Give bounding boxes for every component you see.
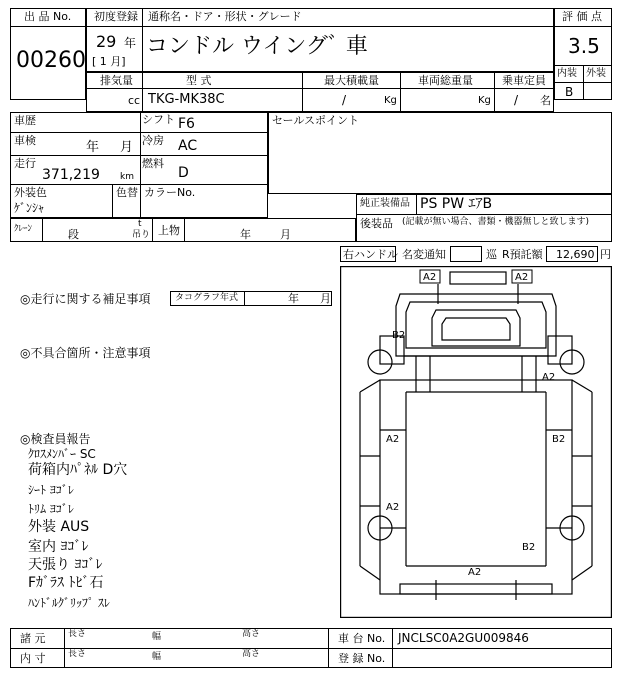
crane-stage-unit: 段 <box>68 228 79 241</box>
name-label: 通称名・ドア・形状・グレード <box>148 10 302 23</box>
fuel-label: 燃料 <box>142 157 164 170</box>
report-line: 天張り ﾖｺﾞﾚ <box>28 557 103 573</box>
history-label: 車歴 <box>14 114 36 127</box>
lot-number: 00260 <box>16 48 86 73</box>
damage-mark: A2 <box>386 502 400 513</box>
capacity-label: 乗車定員 <box>502 74 546 87</box>
equipment-label: 純正装備品 <box>360 198 410 209</box>
damage-mark <box>512 270 532 283</box>
inspector-report-label: ◎検査員報告 <box>20 432 91 446</box>
interior-grade: B <box>565 85 574 99</box>
name-change-box <box>450 246 482 262</box>
dims-width-label: 幅 <box>152 632 162 642</box>
sales-points-label: セールスポイント <box>272 114 360 127</box>
registration-label: 登 録 No. <box>338 652 386 665</box>
report-line: ｼｰﾄ ﾖｺﾞﾚ <box>28 483 74 497</box>
size-length-label: 長さ <box>68 649 87 659</box>
report-line: 荷箱内ﾊﾟﾈﾙ D穴 <box>28 462 128 478</box>
report-line: Fｶﾞﾗｽ ﾄﾋﾞ石 <box>28 575 104 591</box>
shift-value: F6 <box>178 116 195 132</box>
score-value: 3.5 <box>568 34 600 58</box>
displacement-unit: cc <box>128 94 141 107</box>
right-hand-label: 右ハンドル <box>343 248 398 261</box>
tacho-month-unit: 月 <box>320 292 331 305</box>
chassis-number: JNCLSC0A2GU009846 <box>398 631 529 645</box>
size-width-label: 幅 <box>152 652 162 662</box>
r-meter-label: R預託額 <box>502 248 543 261</box>
model-name: コンドル ウイングﾞ 車 <box>146 34 368 59</box>
max-load-unit: Kg <box>384 95 397 106</box>
damage-mark: A2 <box>468 567 482 578</box>
report-line: 外装 AUS <box>28 519 90 535</box>
color-code-label: カラーNo. <box>144 186 196 199</box>
reg-year: 29 <box>96 32 117 51</box>
shift-label: シフト <box>142 113 175 126</box>
damage-mark <box>420 270 440 283</box>
color-change-label: 色替 <box>116 186 138 199</box>
dims-label: 諸 元 <box>20 632 46 645</box>
score-label: 評 価 点 <box>562 10 602 23</box>
exterior-label: 外装 <box>586 68 606 79</box>
model-code: TKG-MK38C <box>148 92 225 107</box>
name-change-label: 名変通知 <box>402 248 446 261</box>
tacho-year-unit: 年 <box>288 292 299 305</box>
damage-mark: B2 <box>522 542 536 553</box>
dims-length-label: 長さ <box>68 629 87 639</box>
color-value: ｹﾞﾝｼｬ <box>14 201 45 215</box>
mount-month-unit: 月 <box>280 228 291 241</box>
report-line: ﾊﾝﾄﾞﾙｸﾞﾘｯﾌﾟ ｽﾚ <box>28 596 110 610</box>
damage-mark-label: A2 <box>515 272 529 283</box>
reg-year-unit: 年 <box>124 36 137 50</box>
report-line: ﾄﾘﾑ ﾖｺﾞﾚ <box>28 502 74 516</box>
damage-mark: A2 <box>542 372 556 383</box>
chassis-label: 車 台 No. <box>338 632 386 645</box>
vehicle-damage-diagram <box>340 266 612 618</box>
crane-hang-label: 吊り <box>132 230 151 240</box>
max-load-label: 最大積載量 <box>324 74 379 87</box>
mileage-value: 371,219 <box>42 167 100 183</box>
gvw-unit: Kg <box>478 95 491 106</box>
aftermarket-label: 後装品 <box>360 217 393 230</box>
capacity-sep: / <box>514 93 519 107</box>
inspection-month-unit: 月 <box>120 140 134 155</box>
displacement-label: 排気量 <box>100 74 133 87</box>
color-label: 外装色 <box>14 186 47 199</box>
equipment-value: PS PW ｴｱB <box>420 196 493 212</box>
meter-swap-mark: 巡 <box>486 248 497 261</box>
vehicle-info-grid <box>10 112 268 218</box>
size-height-label: 高さ <box>242 649 261 659</box>
defects-label: ◎不具合箇所・注意事項 <box>20 346 151 360</box>
gvw-label: 車両総重量 <box>418 74 473 87</box>
yen-unit: 円 <box>600 248 611 261</box>
inspection-year-unit: 年 <box>86 140 100 155</box>
reg-month: [ 1 月] <box>92 55 126 68</box>
capacity-unit: 名 <box>540 94 551 107</box>
tacho-label: タコグラフ年式 <box>175 293 239 303</box>
dims-height-label: 高さ <box>242 629 261 639</box>
interior-label: 内装 <box>557 68 577 79</box>
inspection-label: 車検 <box>14 134 36 147</box>
first-reg-label: 初度登録 <box>94 10 138 23</box>
mileage-unit: km <box>120 172 134 182</box>
damage-mark: A2 <box>386 434 400 445</box>
mount-year-unit: 年 <box>240 228 251 241</box>
report-line: ｸﾛｽﾒﾝﾊﾞｰ SC <box>28 447 96 461</box>
driving-notes-label: ◎走行に関する補足事項 <box>20 292 151 306</box>
aftermarket-note: (記載が無い場合、書類・機器無しと致します) <box>402 217 590 227</box>
mileage-label: 走行 <box>14 157 36 170</box>
lot-label: 出 品 No. <box>24 10 72 23</box>
damage-mark: B2 <box>392 330 406 341</box>
report-line: 室内 ﾖｺﾞﾚ <box>28 539 89 555</box>
crane-label: ｸﾚｰﾝ <box>14 224 33 234</box>
fuel-value: D <box>178 165 189 181</box>
aircon-label: 冷房 <box>142 134 164 147</box>
mount-label: 上物 <box>158 224 180 237</box>
damage-mark: B2 <box>552 434 566 445</box>
model-code-label: 型 式 <box>186 74 212 87</box>
crane-row <box>10 218 356 242</box>
aircon-value: AC <box>178 138 198 154</box>
damage-mark-label: A2 <box>423 272 437 283</box>
r-meter-value: 12,690 <box>556 248 595 261</box>
crane-ton-unit: t <box>138 219 142 229</box>
max-load-sep: / <box>342 93 347 107</box>
inner-size-label: 内 寸 <box>20 652 46 665</box>
